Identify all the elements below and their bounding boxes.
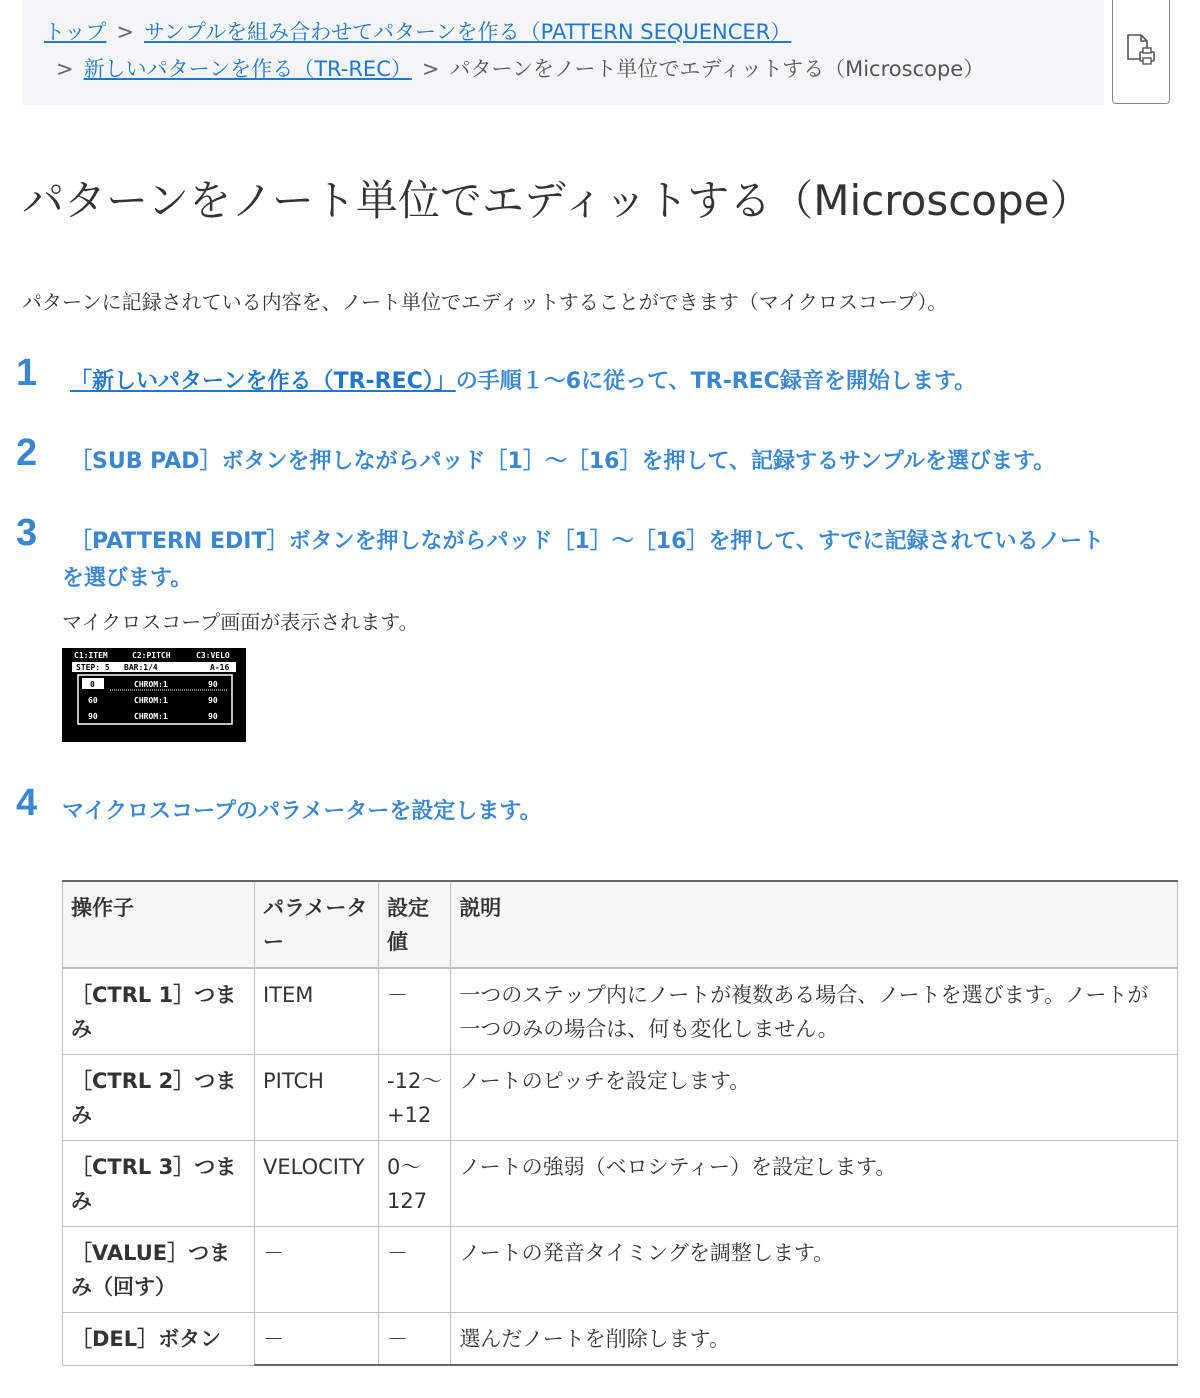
table-cell-description: ノートのピッチを設定します。 bbox=[451, 1055, 1178, 1141]
screen-header-pitch: C2:PITCH bbox=[132, 651, 171, 660]
table-header-parameter: パラメーター bbox=[255, 881, 379, 968]
table-cell-range: － bbox=[379, 968, 451, 1055]
step-number: 2 bbox=[16, 432, 38, 474]
table-cell-parameter: VELOCITY bbox=[255, 1141, 379, 1227]
parameter-table bbox=[62, 880, 1178, 1366]
breadcrumb-link-top[interactable]: トップ bbox=[44, 20, 107, 44]
step-3-text-cont: を選びます。 bbox=[62, 566, 193, 591]
breadcrumb-link-trrec[interactable]: 新しいパターンを作る（TR-REC） bbox=[83, 57, 412, 81]
screen-bar: BAR:1/4 bbox=[124, 663, 158, 672]
page-title: パターンをノート単位でエディットする（Microscope） bbox=[22, 176, 1092, 225]
step-number: 3 bbox=[16, 512, 38, 554]
table-row bbox=[63, 1227, 1178, 1313]
table-cell-description: 選んだノートを削除します。 bbox=[451, 1313, 1178, 1366]
table-cell-range: 0〜127 bbox=[379, 1141, 451, 1227]
table-cell-parameter: ITEM bbox=[255, 968, 379, 1055]
table-cell-range: － bbox=[379, 1227, 451, 1313]
step-2-text: ［SUB PAD］ボタンを押しながらパッド［1］〜［16］を押して、記録するサンプルを選びます。 bbox=[70, 449, 1056, 474]
print-button[interactable] bbox=[1112, 0, 1170, 104]
screen-row-2-velo: 90 bbox=[208, 696, 218, 705]
table-cell-parameter: － bbox=[255, 1313, 379, 1366]
step-1-link[interactable]: 「新しいパターンを作る（TR-REC）」 bbox=[70, 369, 456, 394]
table-header-range: 設定値 bbox=[379, 881, 451, 968]
screen-row-1-velo: 90 bbox=[208, 680, 218, 689]
table-cell-control: ［VALUE］つまみ（回す） bbox=[63, 1227, 255, 1313]
table-row bbox=[63, 1313, 1178, 1366]
breadcrumb-separator: > bbox=[116, 20, 134, 44]
table-cell-range: － bbox=[379, 1313, 451, 1366]
screen-header-velo: C3:VELO bbox=[196, 651, 230, 660]
step-number: 1 bbox=[16, 352, 38, 394]
table-cell-control: ［CTRL 3］つまみ bbox=[63, 1141, 255, 1227]
table-cell-range: -12〜+12 bbox=[379, 1055, 451, 1141]
table-cell-description: 一つのステップ内にノートが複数ある場合、ノートを選びます。ノートが一つのみの場合は、何も変化しません。 bbox=[451, 968, 1178, 1055]
screen-header-item: C1:ITEM bbox=[74, 651, 108, 660]
step-3-text: ［PATTERN EDIT］ボタンを押しながらパッド［1］〜［16］を押して、すでに記録されているノート bbox=[70, 529, 1104, 554]
step-1-text: の手順１〜6に従って、TR-REC録音を開始します。 bbox=[455, 369, 977, 394]
table-row bbox=[63, 1055, 1178, 1141]
breadcrumb bbox=[22, 0, 1104, 105]
breadcrumb-current: パターンをノート単位でエディットする（Microscope） bbox=[449, 57, 985, 81]
intro-text: パターンに記録されている内容を、ノート単位でエディットすることができます（マイクロスコープ）。 bbox=[22, 290, 948, 314]
breadcrumb-separator: > bbox=[56, 57, 74, 81]
screen-row-1-item: 0 bbox=[90, 680, 95, 689]
breadcrumb-link-sequencer[interactable]: サンプルを組み合わせてパターンを作る（PATTERN SEQUENCER） bbox=[143, 20, 792, 44]
step-3-subtext: マイクロスコープ画面が表示されます。 bbox=[62, 610, 419, 634]
table-cell-parameter: － bbox=[255, 1227, 379, 1313]
screen-row-2-item: 60 bbox=[88, 696, 98, 705]
screen-row-3-velo: 90 bbox=[208, 712, 218, 721]
screen-row-3-item: 90 bbox=[88, 712, 98, 721]
breadcrumb-separator: > bbox=[421, 57, 440, 81]
table-header-control: 操作子 bbox=[63, 881, 255, 968]
table-row bbox=[63, 1141, 1178, 1227]
screen-row-3-pitch: CHROM:1 bbox=[134, 712, 168, 721]
table-cell-parameter: PITCH bbox=[255, 1055, 379, 1141]
screen-step: STEP: 5 bbox=[76, 663, 110, 672]
print-icon bbox=[1124, 32, 1158, 68]
screen-row-2-pitch: CHROM:1 bbox=[134, 696, 168, 705]
table-cell-description: ノートの発音タイミングを調整します。 bbox=[451, 1227, 1178, 1313]
screen-row-1-pitch: CHROM:1 bbox=[134, 680, 168, 689]
step-4-text: マイクロスコープのパラメーターを設定します。 bbox=[62, 799, 542, 824]
microscope-screen-image bbox=[62, 648, 246, 742]
table-row bbox=[63, 968, 1178, 1055]
table-cell-control: ［CTRL 2］つまみ bbox=[63, 1055, 255, 1141]
table-header-description: 説明 bbox=[451, 881, 1178, 968]
table-header-row bbox=[63, 881, 1178, 968]
table-cell-control: ［CTRL 1］つまみ bbox=[63, 968, 255, 1055]
table-cell-description: ノートの強弱（ベロシティー）を設定します。 bbox=[451, 1141, 1178, 1227]
screen-pad: A-16 bbox=[210, 663, 230, 672]
step-number: 4 bbox=[16, 782, 38, 824]
table-cell-control: ［DEL］ボタン bbox=[63, 1313, 255, 1366]
